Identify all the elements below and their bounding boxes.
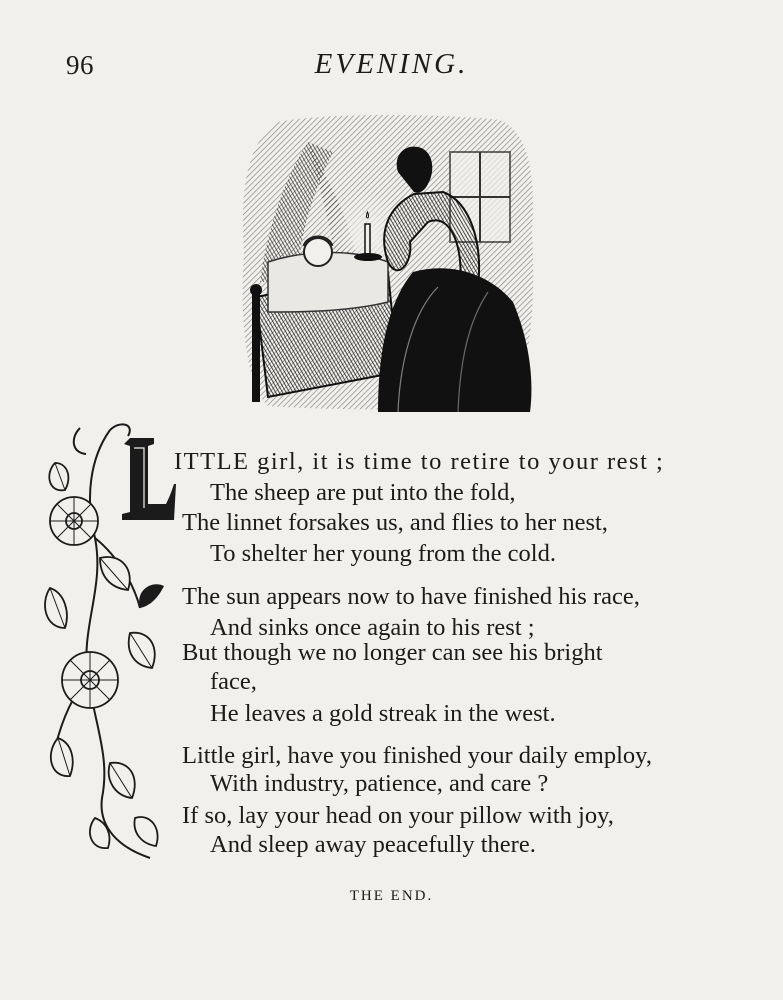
poem-line: The linnet forsakes us, and flies to her nest, xyxy=(182,509,608,536)
poem-line: The sheep are put into the fold, xyxy=(210,479,516,506)
poem-line: If so, lay your head on your pillow with joy, xyxy=(182,802,614,829)
poem-line: To shelter her young from the cold. xyxy=(210,540,556,567)
poem-line: But though we no longer can see his bright xyxy=(182,639,603,666)
poem-line: With industry, patience, and care ? xyxy=(210,770,549,797)
page-number: 96 xyxy=(66,50,94,80)
engraving-illustration xyxy=(238,112,538,412)
the-end-label: THE END. xyxy=(349,888,434,904)
poem-line: Little girl, have you finished your daily employ, xyxy=(182,742,652,769)
poem-line: ITTLE girl, it is time to retire to your rest ; xyxy=(174,448,665,475)
poem-line: And sinks once again to his rest ; xyxy=(210,614,535,641)
page-title: EVENING. xyxy=(314,48,469,80)
drop-cap-letter-icon xyxy=(120,434,176,524)
poem-line: And sleep away peacefully there. xyxy=(210,831,536,858)
poem-line: face, xyxy=(210,668,257,695)
poem-line: The sun appears now to have finished his race, xyxy=(182,583,640,610)
poem-line: He leaves a gold streak in the west. xyxy=(210,700,556,727)
